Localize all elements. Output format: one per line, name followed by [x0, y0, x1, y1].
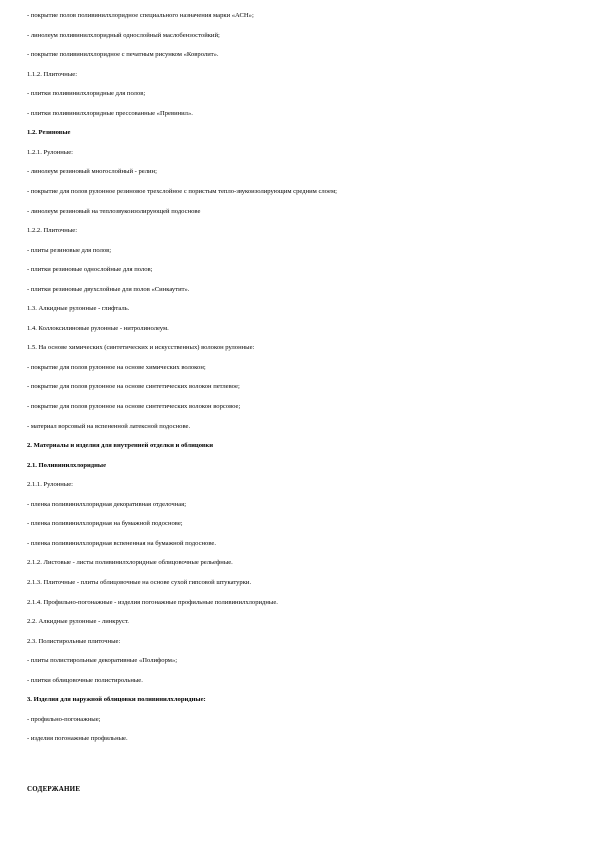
text-line: - плиты резиновые для полов;: [27, 246, 112, 254]
text-line: - профильно-погонажные;: [27, 715, 101, 723]
text-line: - материал ворсовый на вспененной латексной подоснове.: [27, 422, 191, 430]
text-line: - плитки резиновые однослойные для полов;: [27, 266, 153, 274]
text-line: 1.4. Коллоксилиновые рулонные - нитролинолеум.: [27, 324, 169, 332]
text-line: 2.1.3. Плиточные - плиты облицовочные на основе сухой гипсовой штукатурки.: [27, 578, 252, 586]
text-line: 1.5. На основе химических (синтетических и искусственных) волокон рулонные:: [27, 344, 255, 352]
text-line: - покрытие для полов рулонное на основе химических волокон;: [27, 363, 206, 371]
text-line: - плитки резиновые двухслойные для полов «Синкаутит».: [27, 285, 190, 293]
text-line: 2.1.2. Листовые - листы поливинилхлоридные облицовочные рельефные.: [27, 559, 233, 567]
text-line: 1.2.2. Плиточные:: [27, 227, 78, 235]
text-line: - пленка поливинилхлоридная вспененная на бумажной подоснове.: [27, 539, 217, 547]
text-line: - линолеум поливинилхлоридный однослойный маслобензостойкий;: [27, 31, 220, 39]
text-line: - покрытие для полов рулонное на основе синтетических волокон ворсовое;: [27, 403, 241, 410]
text-line: 2.1.1. Рулонные:: [27, 481, 73, 489]
text-line: - изделия погонажные профильные.: [27, 735, 128, 743]
text-line: 1.2.1. Рулонные:: [27, 148, 73, 156]
text-line: - пленка поливинилхлоридная на бумажной подоснове;: [27, 520, 183, 528]
text-line: 2.3. Полистирольные плиточные:: [27, 637, 121, 645]
text-line: 3. Изделия для наружной облицовки поливинилхлоридные:: [27, 696, 206, 704]
contents-heading: СОДЕРЖАНИЕ: [27, 785, 81, 793]
text-line: - покрытие полов поливинилхлоридное специального назначения марки «АСН»;: [27, 12, 254, 19]
text-line: - покрытие для полов рулонное резиновое трехслойное с пористым тепло-звукоизолирующим средним слоем;: [27, 187, 337, 195]
text-line: 1.3. Алкидные рулонные - глифталь.: [27, 305, 130, 313]
text-line: - плитки поливинилхлоридные для полов;: [27, 90, 146, 98]
text-line: - пленка поливинилхлоридная декоративная отделочная;: [27, 500, 187, 508]
text-line: - плиты полистирольные декоративные «Полиформ»;: [27, 657, 178, 665]
text-line: - покрытие поливинилхлоридное с печатным рисунком «Ковролит».: [27, 51, 219, 59]
text-line: - линолеум резиновый многослойный - релин;: [27, 168, 157, 176]
text-line: - линолеум резиновый на теплозвукоизолирующей подоснове: [27, 207, 201, 215]
text-line: 1.2. Резиновые: [27, 129, 71, 137]
text-line: 2.2. Алкидные рулонные - линкруст.: [27, 618, 129, 626]
text-line: - плитки облицовочные полистирольные.: [27, 676, 143, 684]
text-line: 2. Материалы и изделия для внутренней отделки и облицовки: [27, 442, 214, 450]
text-line: 2.1. Поливинилхлоридные: [27, 461, 107, 469]
text-line: - плитки поливинилхлоридные прессованные «Превинил».: [27, 109, 193, 117]
text-line: 2.1.4. Профильно-погонажные - изделия погонажные профильные поливинилхлоридные.: [27, 598, 278, 606]
text-line: 1.1.2. Плиточные:: [27, 70, 78, 78]
text-line: - покрытие для полов рулонное на основе синтетических волокон петлевое;: [27, 383, 240, 391]
